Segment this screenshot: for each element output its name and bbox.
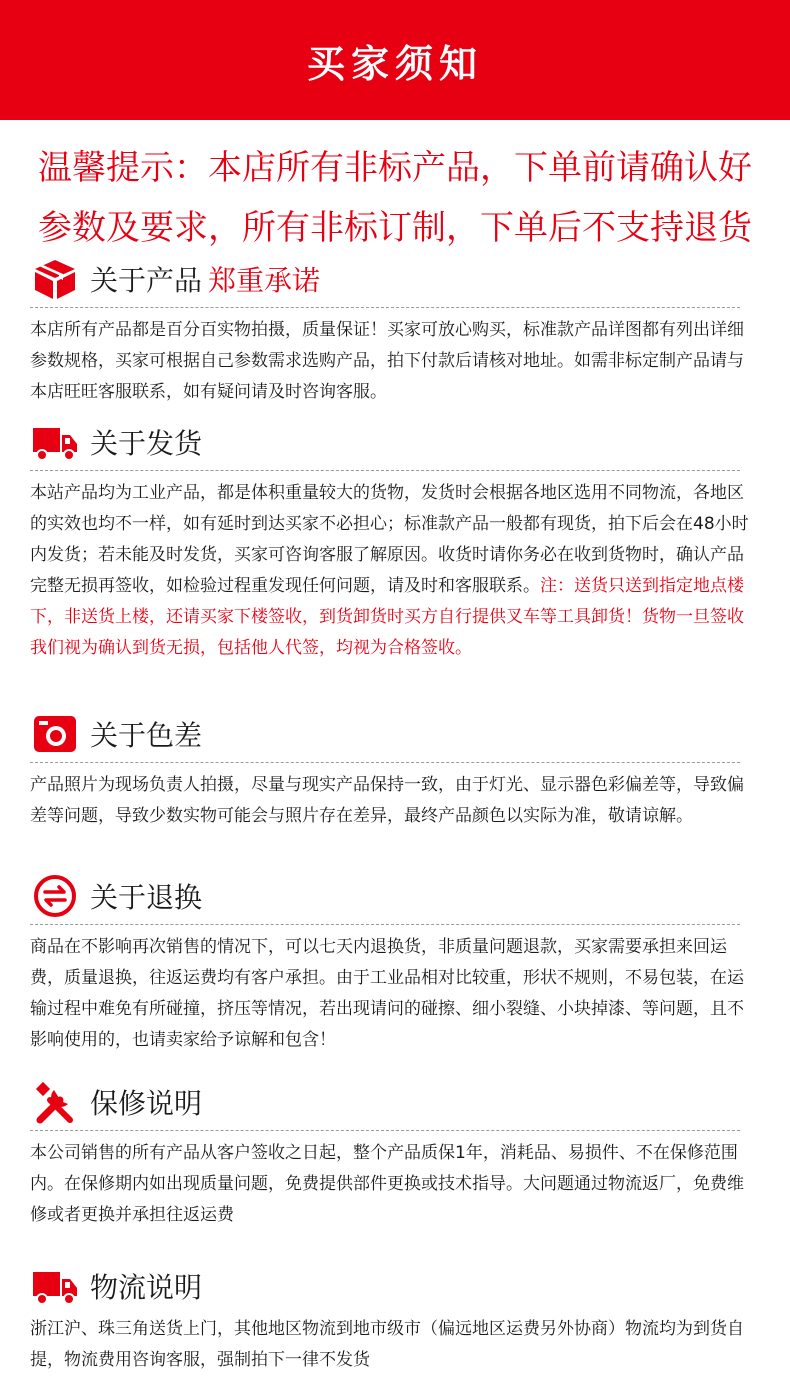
section-body: 商品在不影响再次销售的情况下，可以七天内退换货，非质量问题退款，买家需要承担来回运费，质量退换，往返运费均有客户承担。由于工业品相对比较重，形状不规则，不易包装，在运输过程中难免有所碰撞，挤压等情况，若出现请问的碰擦、细小裂缝、小块掉漆、等问题，且不影响使用的，也请卖家给予谅解和包含！	[30, 937, 744, 1050]
section-shipping	[30, 418, 762, 658]
section-body-text: 本站产品均为工业产品，都是体积重量较大的货物，发货时会根据各地区选用不同物流，各地区的实效也均不一样，如有延时到达买家不必担心；标准款产品一般都有现货，拍下后会在48小时内发货；若未能及时发货，买家可咨询客服了解原因。收货时请你务必在收到货物时，确认产品完整无损再签收，如检验过程重发现任何问题，请及时和客服联系。	[30, 483, 749, 596]
section-header	[30, 418, 762, 466]
section-title: 物流说明	[90, 1271, 203, 1304]
camera-icon	[32, 712, 78, 756]
section-color	[30, 710, 762, 826]
truck-icon	[32, 1264, 78, 1308]
exchange-icon	[32, 874, 78, 918]
section-header	[30, 710, 762, 758]
truck-icon	[32, 420, 78, 464]
divider	[30, 1130, 740, 1131]
header-banner	[0, 0, 790, 120]
section-body: 本公司销售的所有产品从客户签收之日起，整个产品质保1年，消耗品、易损件、不在保修范围内。在保修期内如出现质量问题，免费提供部件更换或技术指导。大问题通过物流返厂，免费维修或者更换并承担往返运费	[30, 1143, 744, 1225]
section-warranty	[30, 1078, 762, 1225]
section-header	[30, 1078, 762, 1126]
section-title-accent: 郑重承诺	[208, 264, 321, 297]
section-returns	[30, 872, 762, 1050]
divider	[30, 470, 740, 471]
section-header	[30, 1262, 762, 1310]
section-body: 浙江沪、珠三角送货上门，其他地区物流到地市级市（偏远地区运费另外协商）物流均为到货自提，物流费用咨询客服，强制拍下一律不发货	[30, 1319, 744, 1370]
section-warning-text: 注：送货只送到指定地点楼下，非送货上楼，还请买家下楼签收，到货卸货时买方自行提供叉车等工具卸货！货物一旦签收我们视为确认到货无损，包括他人代签，均视为合格签收。	[30, 576, 744, 658]
section-header	[30, 255, 762, 303]
section-title: 关于发货	[90, 427, 203, 460]
section-product	[30, 255, 762, 402]
section-logistics	[30, 1262, 762, 1370]
divider	[30, 307, 740, 308]
tools-icon	[32, 1080, 78, 1124]
section-title: 关于产品 郑重承诺	[90, 264, 321, 297]
notice-line-1: 温馨提示：本店所有非标产品，下单前请确认好	[38, 148, 752, 188]
notice-line-2: 参数及要求，所有非标订制，下单后不支持退货	[38, 208, 752, 248]
section-header	[30, 872, 762, 920]
section-title: 关于色差	[90, 719, 203, 752]
section-title: 保修说明	[90, 1087, 203, 1120]
section-body	[30, 478, 760, 664]
box-icon	[32, 257, 78, 301]
divider	[30, 924, 740, 925]
section-body: 产品照片为现场负责人拍摄，尽量与现实产品保持一致，由于灯光、显示器色彩偏差等，导致偏差等问题，导致少数实物可能会与照片存在差异，最终产品颜色以实际为准，敬请谅解。	[30, 775, 744, 826]
section-body: 本店所有产品都是百分百实物拍摄，质量保证！买家可放心购买，标准款产品详图都有列出详细参数规格，买家可根据自己参数需求选购产品，拍下付款后请核对地址。如需非标定制产品请与本店旺旺客服联系，如有疑问请及时咨询客服。	[30, 320, 744, 402]
page-title: 买家须知	[306, 41, 483, 86]
section-title: 关于退换	[90, 881, 203, 914]
divider	[30, 762, 740, 763]
